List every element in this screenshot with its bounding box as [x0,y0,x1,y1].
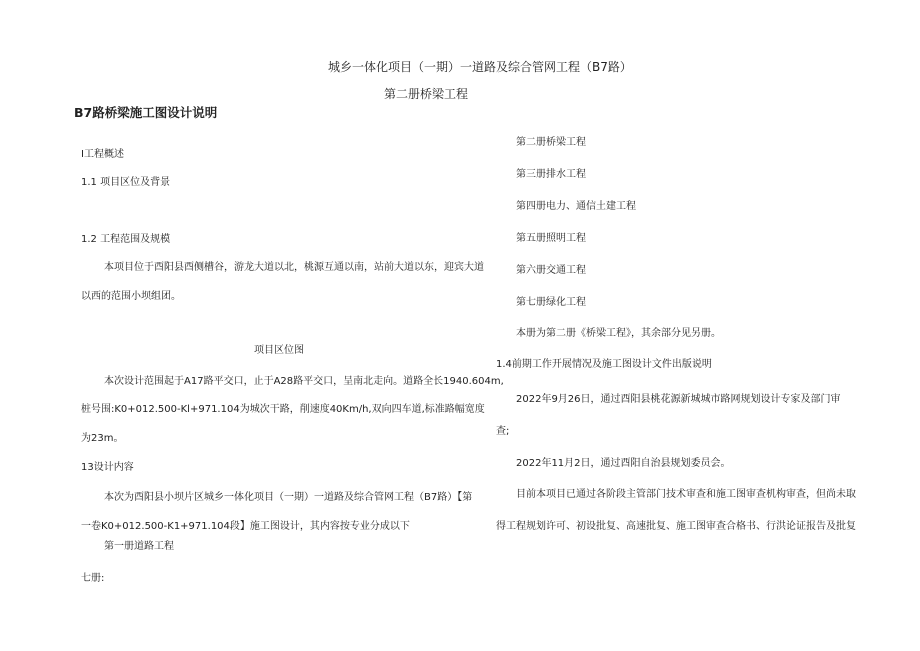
paragraph-review-line1: 2022年9月26日，通过酉阳县桃花源新城城市路网规划设计专家及部门审 [516,394,841,405]
volume-list-item: 第七册绿化工程 [516,297,586,308]
volume-list-item: 第五册照明工程 [516,233,586,244]
volume-note: 本册为第二册《桥梁工程》，其余部分见另册。 [516,328,721,339]
figure-caption: 项目区位图 [254,345,304,356]
paragraph-content-line2: 一卷K0+012.500-K1+971.104段】施工图设计，其内容按专业分成以下 [81,521,410,532]
section-1-4-heading: 1.4前期工作开展情况及施工图设计文件出版说明 [496,359,712,370]
paragraph-review-line2: 查; [496,426,510,437]
paragraph-scope-line2: 桩号围:K0+012.500-Kl+971.104为城次干路，削速度40Km/h,双向四车道,标准路幅宽度 [81,404,485,415]
section-1-heading: I工程概述 [81,149,124,160]
paragraph-status-line1: 目前本项目已通过各阶段主管部门技术审查和施工图审查机构审查，但尚未取 [516,489,856,500]
paragraph-scope-line3: 为23m。 [81,433,124,444]
paragraph-committee: 2022年11月2日，通过酉阳自治县规划委员会。 [516,458,731,469]
section-1-3-heading: 13设计内容 [81,462,134,473]
paragraph-content-line1: 本次为酉阳县小坝片区城乡一体化项目（一期）一道路及综合管网工程（B7路）【第 [104,492,473,503]
section-1-1-heading: 1.1 项目区位及背景 [81,177,171,188]
volume-list-item: 第三册排水工程 [516,169,586,180]
paragraph-location-line2: 以西的范围小坝组团。 [81,291,181,302]
project-title: 城乡一体化项目（一期）一道路及综合管网工程（B7路） [328,60,632,74]
volume-title: 第二册桥梁工程 [384,87,469,101]
paragraph-location-line1: 本项目位于酉阳县酉侧槽谷，游龙大道以北，桃源互通以南，站前大道以东，迎宾大道 [104,262,484,273]
volume-1-item: 第一册道路工程 [104,541,174,552]
section-1-2-heading: 1.2 工程范围及规模 [81,234,171,245]
document-title: B7路桥梁施工图设计说明 [74,105,218,120]
paragraph-status-line2: 得工程规划许可、初设批复、高速批复、施工图审查合格书、行洪论证报告及批复 [496,521,856,532]
volume-list-item: 第六册交通工程 [516,265,586,276]
volume-list-item: 第二册桥梁工程 [516,137,586,148]
paragraph-scope-line1: 本次设计范围起于A17路平交口，止于A28路平交口，呈南北走向。道路全长1940.604m, [104,376,504,387]
seven-volumes-label: 七册: [81,573,105,584]
volume-list-item: 第四册电力、通信土建工程 [516,201,636,212]
